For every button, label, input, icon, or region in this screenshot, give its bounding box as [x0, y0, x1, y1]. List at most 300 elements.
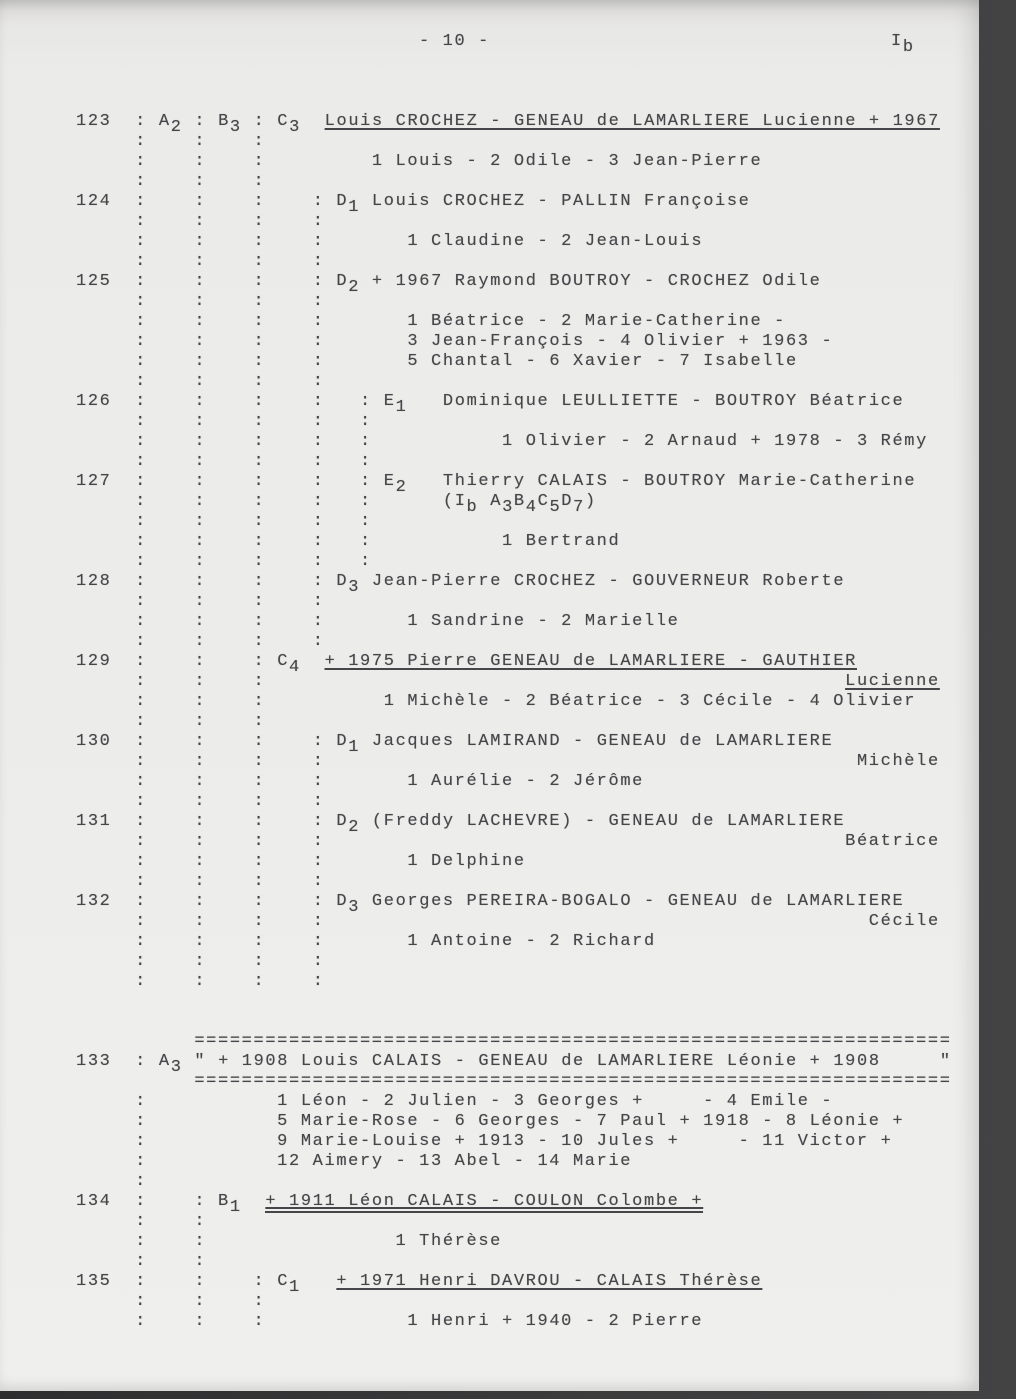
blank-row [76, 992, 952, 1012]
typed-text: : [135, 832, 148, 851]
children-row [76, 1152, 952, 1172]
spouse-name-continuation-row [76, 832, 952, 852]
typed-text: : [194, 232, 207, 251]
typed-text: : [312, 612, 325, 631]
typed-text: A [490, 492, 503, 511]
typed-text: B [218, 1192, 230, 1211]
typed-text: : [135, 112, 148, 131]
typed-text: 1 Thérèse [395, 1232, 502, 1251]
typed-text: : [135, 412, 148, 431]
typed-text: : [312, 512, 325, 531]
typed-text: 129 [76, 652, 112, 671]
leader-dots-row [76, 412, 952, 432]
children-row [76, 852, 952, 872]
typed-text: : [135, 892, 148, 911]
typed-text: Lucienne [845, 672, 940, 691]
typed-text: : [312, 272, 325, 291]
spouse-name-continuation-row [76, 672, 952, 692]
typed-text: D [336, 732, 349, 751]
typed-text: : [135, 452, 148, 471]
typed-text: : [253, 312, 266, 331]
typed-text: D [336, 892, 349, 911]
typed-text: 126 [76, 392, 112, 411]
typed-text: : [253, 1312, 266, 1331]
typed-text: : [135, 312, 148, 331]
leader-dots-row [76, 132, 952, 152]
typed-text: A [158, 1052, 171, 1071]
typed-text: : [135, 1052, 148, 1071]
typed-text: : [253, 292, 266, 311]
typed-text: : [135, 1092, 148, 1111]
typed-text: : [135, 1112, 148, 1131]
children-row [76, 932, 952, 952]
typed-text: : [135, 432, 148, 451]
typed-text: D [336, 272, 349, 291]
typed-text: : [135, 972, 148, 991]
typed-text: : [135, 332, 148, 351]
children-row [76, 612, 952, 632]
typed-text: : [360, 512, 372, 531]
typed-text: : [253, 792, 266, 811]
typed-text: : [135, 252, 148, 271]
typed-text: 3 Jean-François - 4 Olivier + 1963 - [407, 332, 834, 351]
typed-text: : [135, 772, 148, 791]
entry-127-row [76, 472, 952, 497]
subscript-char: 2 [170, 118, 183, 137]
typed-text: : [194, 1232, 207, 1251]
typed-text: : [135, 932, 148, 951]
reference-row [76, 492, 952, 517]
box-border-row [76, 1032, 952, 1052]
children-row [76, 1232, 952, 1252]
subscript-char: 4 [289, 658, 301, 677]
typed-text: : [194, 272, 207, 291]
typed-text: : [135, 232, 148, 251]
leader-dots-row [76, 872, 952, 892]
typed-text: E [383, 472, 396, 491]
typed-text: : [312, 292, 325, 311]
entry-126-row [76, 392, 952, 417]
subscript-char: b [466, 498, 479, 517]
typed-text: : [135, 712, 148, 731]
subscript-char: 2 [348, 278, 361, 297]
typed-text: 132 [76, 892, 112, 911]
typed-text: : [194, 372, 207, 391]
typed-text: E [383, 392, 396, 411]
typed-text: : [312, 772, 325, 791]
typed-text: : [253, 1292, 266, 1311]
typed-text: 131 [76, 812, 112, 831]
typed-text: : [135, 172, 148, 191]
typed-text: : [253, 252, 266, 271]
typed-text: 130 [76, 732, 112, 751]
entry-134-row [76, 1192, 952, 1217]
typed-text: : [135, 1292, 148, 1311]
typed-text: 1 Delphine [407, 852, 526, 871]
typed-text: : [253, 612, 266, 631]
typed-text: (Freddy LACHEVRE) - GENEAU de LAMARLIERE [371, 812, 846, 831]
typed-text: : [194, 332, 207, 351]
typed-text: " [939, 1052, 952, 1071]
typed-text: : [135, 572, 148, 591]
typed-text: : [194, 152, 207, 171]
typed-text: : [135, 1152, 148, 1171]
typed-text: : [253, 232, 266, 251]
typed-text: : [360, 392, 372, 411]
leader-dots-row [76, 212, 952, 232]
typed-text: : [135, 532, 148, 551]
typed-text: + 1911 Léon CALAIS - COULON Colombe + [265, 1192, 704, 1211]
typed-text: : [194, 672, 207, 691]
typed-text: C [277, 112, 290, 131]
typed-text: : [194, 932, 207, 951]
typed-text: : [312, 252, 325, 271]
children-row [76, 1092, 952, 1112]
spouse-name-continuation-row [76, 752, 952, 772]
typed-text: : [253, 132, 266, 151]
typed-text: C [277, 652, 290, 671]
typed-text: : [312, 912, 325, 931]
typed-text: : [253, 332, 266, 351]
typed-text: : [360, 552, 372, 571]
typed-text: Dominique LEULLIETTE - BOUTROY Béatrice [442, 392, 905, 411]
typed-text: Jacques LAMIRAND - GENEAU de LAMARLIERE [371, 732, 834, 751]
children-row [76, 332, 952, 352]
leader-dots-row [76, 1252, 952, 1272]
typed-text: 134 [76, 1192, 112, 1211]
typed-text: Michèle [856, 752, 940, 771]
typed-text: A [158, 112, 171, 131]
typed-text: : [312, 412, 325, 431]
typed-text: : [135, 492, 148, 511]
typed-text: : [194, 872, 207, 891]
typed-text: : [194, 952, 207, 971]
leader-dots-row [76, 792, 952, 812]
typed-text: : [194, 712, 207, 731]
typed-text: : [194, 532, 207, 551]
typed-text: : [253, 352, 266, 371]
typed-text: : [312, 472, 325, 491]
typed-text: 1 Bertrand [502, 532, 621, 551]
typed-text: : [253, 832, 266, 851]
typed-text: : [253, 692, 266, 711]
typed-text: : [253, 392, 266, 411]
typed-text: : [253, 712, 266, 731]
typed-text: 1 Aurélie - 2 Jérôme [407, 772, 644, 791]
typed-text: : [253, 632, 266, 651]
typed-text: : [194, 192, 207, 211]
typed-text: : [312, 792, 325, 811]
leader-dots-row [76, 1212, 952, 1232]
typed-text: : [312, 892, 325, 911]
typed-text: : [253, 732, 266, 751]
subscript-char: 2 [348, 818, 361, 837]
leader-dots-row [76, 952, 952, 972]
genealogy-typescript [76, 112, 952, 1332]
typed-text: 1 Henri + 1940 - 2 Pierre [407, 1312, 704, 1331]
typed-text: : [135, 952, 148, 971]
typed-text: : [194, 492, 207, 511]
typed-text: : [135, 192, 148, 211]
leader-dots-row [76, 592, 952, 612]
typed-text: : [135, 1312, 148, 1331]
entry-133-row [76, 1052, 952, 1077]
typed-text: + 1967 Raymond BOUTROY - CROCHEZ Odile [371, 272, 822, 291]
typed-text: : [253, 592, 266, 611]
typed-text: 5 Marie-Rose - 6 Georges - 7 Paul + 1918 - 8 Léonie + [277, 1112, 905, 1131]
typed-text: : [312, 552, 325, 571]
subscript-char: 7 [573, 498, 585, 517]
typed-text: : [360, 472, 372, 491]
typed-text: : [135, 632, 148, 651]
typed-text: : [194, 212, 207, 231]
typed-text: : [360, 412, 372, 431]
typed-text: : [135, 1272, 148, 1291]
typed-text: D [336, 572, 349, 591]
subscript-char: 1 [229, 1198, 242, 1217]
typed-text: (I [442, 492, 467, 511]
typed-text: : [194, 512, 207, 531]
typed-text: : [194, 792, 207, 811]
subscript-char: 1 [348, 198, 361, 217]
leader-dots-row [76, 452, 952, 472]
typed-text: 1 Louis - 2 Odile - 3 Jean-Pierre [371, 152, 763, 171]
children-row [76, 352, 952, 372]
typed-text: : [194, 852, 207, 871]
typed-text: : [312, 592, 325, 611]
subscript-char: 1 [289, 1278, 301, 1297]
leader-dots-row [76, 972, 952, 992]
typed-text: : [194, 392, 207, 411]
typed-text: : [253, 372, 266, 391]
typed-text: : [194, 1192, 207, 1211]
typed-text: : [135, 272, 148, 291]
leader-dots-row [76, 372, 952, 392]
page-number: - 10 - [419, 32, 490, 51]
typed-text: : [194, 612, 207, 631]
typed-text: B [513, 492, 526, 511]
typed-text: D [336, 192, 349, 211]
typed-text: : [253, 212, 266, 231]
typed-text: : [253, 952, 266, 971]
typed-text: : [312, 192, 325, 211]
typed-text: : [253, 912, 266, 931]
subscript-char: 3 [289, 118, 301, 137]
typed-text: : [312, 332, 325, 351]
typed-text: 128 [76, 572, 112, 591]
typed-text: : [135, 732, 148, 751]
subscript-char: 3 [229, 118, 242, 137]
typed-text: D [561, 492, 574, 511]
typed-text: 1 Sandrine - 2 Marielle [407, 612, 680, 631]
typed-text: : [135, 672, 148, 691]
typed-text: : [135, 912, 148, 931]
typed-text: : [253, 512, 266, 531]
typed-text: : [194, 132, 207, 151]
typed-text: ================================================================ [194, 1032, 952, 1051]
typed-text: + 1975 Pierre GENEAU de LAMARLIERE - GAUTHIER [324, 652, 857, 671]
entry-124-row [76, 192, 952, 217]
typed-text: : [253, 672, 266, 691]
typed-text: : [312, 872, 325, 891]
typed-text: : [135, 652, 148, 671]
typed-text: D [336, 812, 349, 831]
subscript-char: 2 [395, 478, 408, 497]
typed-text: : [253, 572, 266, 591]
subscript-char: 3 [348, 578, 361, 597]
typed-text: : [253, 892, 266, 911]
typed-text: : [312, 372, 325, 391]
typed-text: : [135, 1172, 148, 1191]
typed-text: : [253, 152, 266, 171]
typed-text: : [135, 1232, 148, 1251]
typed-text: : [253, 492, 266, 511]
typed-text: : [135, 592, 148, 611]
typed-text: : [194, 172, 207, 191]
section-corner-mark-subscript: b [902, 38, 915, 57]
typed-text: : [135, 792, 148, 811]
leader-dots-row [76, 252, 952, 272]
typed-text: : [135, 212, 148, 231]
typed-text: : [312, 952, 325, 971]
subscript-char: 3 [170, 1058, 183, 1077]
children-row [76, 232, 952, 252]
typed-text: : [253, 872, 266, 891]
typed-text: : [360, 432, 372, 451]
typed-text: 124 [76, 192, 112, 211]
entry-131-row [76, 812, 952, 837]
typed-text: : [135, 132, 148, 151]
typed-text: : [135, 872, 148, 891]
typed-text: : [312, 572, 325, 591]
typed-text: : [360, 492, 372, 511]
typed-text: : [253, 552, 266, 571]
typed-text: : [360, 452, 372, 471]
typed-text: : [253, 172, 266, 191]
typed-text: Jean-Pierre CROCHEZ - GOUVERNEUR Roberte [371, 572, 846, 591]
typed-text: : [194, 312, 207, 331]
typed-text: : [194, 432, 207, 451]
typed-text: : [312, 432, 325, 451]
typed-text: Thierry CALAIS - BOUTROY Marie-Catherine [442, 472, 917, 491]
typed-text: : [135, 392, 148, 411]
typed-text: C [537, 492, 550, 511]
typed-text: : [312, 492, 325, 511]
typed-text: 1 Léon - 2 Julien - 3 Georges + - 4 Emile - [277, 1092, 834, 1111]
typed-text: : [194, 1292, 207, 1311]
typed-text: : [135, 512, 148, 531]
leader-dots-row [76, 292, 952, 312]
section-corner-mark [891, 32, 915, 57]
typed-text: : [194, 652, 207, 671]
typed-text: : [194, 112, 207, 131]
typed-text: : [360, 532, 372, 551]
entry-135-row [76, 1272, 952, 1297]
typed-text: : [312, 752, 325, 771]
typed-text: B [218, 112, 230, 131]
typed-text: Louis CROCHEZ - PALLIN Françoise [371, 192, 751, 211]
typed-text: + 1971 Henri DAVROU - CALAIS Thérèse [336, 1272, 763, 1291]
typed-text: : [253, 432, 266, 451]
typed-text: : [312, 232, 325, 251]
typed-text: : [312, 732, 325, 751]
typed-text: 127 [76, 472, 112, 491]
typed-text: ================================================================ [194, 1072, 952, 1091]
children-row [76, 1132, 952, 1152]
typed-text: : [253, 192, 266, 211]
typed-text: : [253, 112, 266, 131]
typed-text: : [253, 472, 266, 491]
typed-text: : [135, 692, 148, 711]
typed-text: : [194, 1252, 207, 1271]
subscript-char: 3 [502, 498, 514, 517]
typed-text: : [194, 892, 207, 911]
typed-text: 123 [76, 112, 112, 131]
typed-text: : [135, 152, 148, 171]
spouse-name-continuation-row [76, 912, 952, 932]
leader-dots-row [76, 632, 952, 652]
typed-text: : [194, 572, 207, 591]
entry-123-row [76, 112, 952, 137]
typed-text: : [312, 812, 325, 831]
typed-text: : [312, 352, 325, 371]
typed-text: : [253, 1272, 266, 1291]
typed-text: : [135, 812, 148, 831]
children-row [76, 1312, 952, 1332]
typed-text: : [135, 292, 148, 311]
typed-text: 1 Béatrice - 2 Marie-Catherine - [407, 312, 786, 331]
typed-text: : [312, 532, 325, 551]
typed-text: 12 Aimery - 13 Abel - 14 Marie [277, 1152, 633, 1171]
typed-text: C [277, 1272, 290, 1291]
typed-text: : [253, 852, 266, 871]
typed-text: Béatrice [845, 832, 940, 851]
typed-text: 1 Olivier - 2 Arnaud + 1978 - 3 Rémy [502, 432, 928, 451]
typed-text: : [312, 972, 325, 991]
typed-text: : [194, 692, 207, 711]
typed-text: : [135, 1132, 148, 1151]
subscript-char: 1 [348, 738, 361, 757]
typed-text: : [312, 212, 325, 231]
typed-text: : [253, 272, 266, 291]
typed-text: : [135, 752, 148, 771]
leader-dots-row [76, 1292, 952, 1312]
typed-text: : [135, 1252, 148, 1271]
typed-text: 133 [76, 1052, 112, 1071]
typed-text: 9 Marie-Louise + 1913 - 10 Jules + - 11 Victor + [277, 1132, 893, 1151]
typed-text: : [135, 352, 148, 371]
children-row [76, 532, 952, 552]
typed-text: : [194, 732, 207, 751]
typed-text: : [135, 472, 148, 491]
typed-text: : [194, 252, 207, 271]
typed-text: : [194, 472, 207, 491]
typed-text: : [135, 852, 148, 871]
typed-text: : [312, 632, 325, 651]
typed-text: 1 Claudine - 2 Jean-Louis [407, 232, 704, 251]
typed-text: ) [584, 492, 597, 511]
typed-text: : [253, 652, 266, 671]
typed-text: Louis CROCHEZ - GENEAU de LAMARLIERE Lucienne + 1967 [324, 112, 940, 131]
entry-130-row [76, 732, 952, 757]
typed-text: : [312, 312, 325, 331]
typed-text: 1 Antoine - 2 Richard [407, 932, 656, 951]
typed-text: : [135, 612, 148, 631]
typed-text: : [194, 812, 207, 831]
typed-text: : [194, 772, 207, 791]
typed-text: : [194, 352, 207, 371]
typed-text: : [253, 812, 266, 831]
